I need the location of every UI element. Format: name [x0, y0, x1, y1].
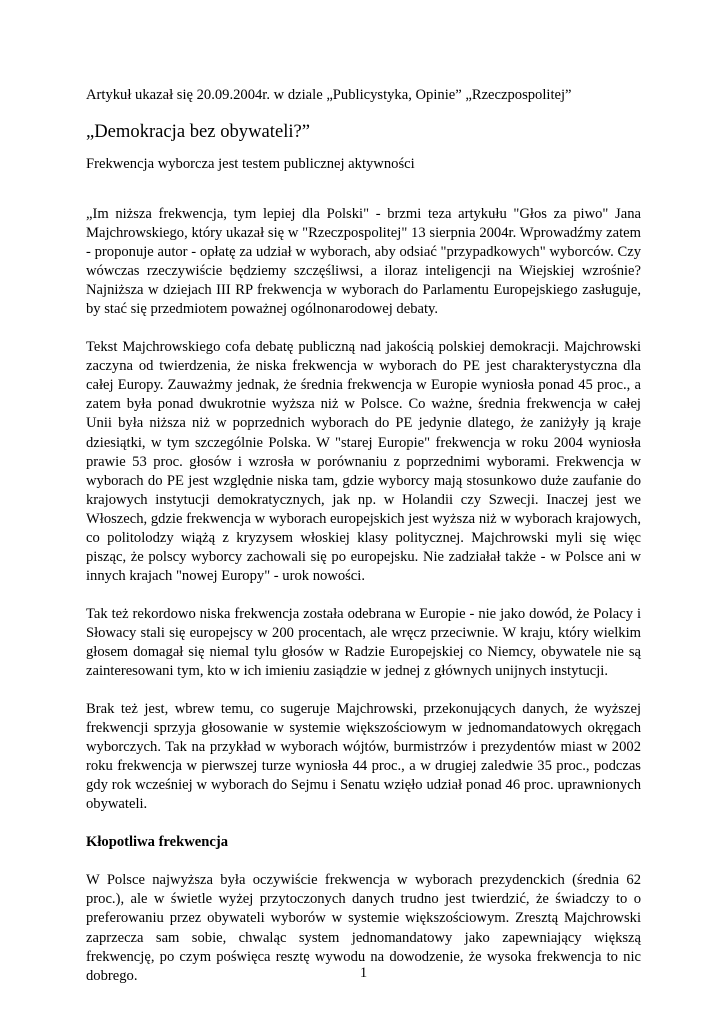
article-title: „Demokracja bez obywateli?” [86, 121, 311, 142]
article-body [86, 205, 641, 1005]
paragraph-2: Tekst Majchrowskiego cofa debatę publiczną nad jakością polskiej demokracji. Majchrowski zaczyna od twierdzenia, że niska frekwencja w wyborach do PE jest charakterystyczna dla całej Europy. Zauważmy jednak, że średnia frekwencja w Europie wyniosła ponad 45 proc., a zatem była ponad dwukrotnie wyższa niż w Polsce. Co ważne, średnia frekwencja w całej Unii była niższa niż w poprzednich wyborach do PE jedynie dlatego, że zaniżyły ją kraje dziesiątki, w tym szczególnie Polska. W "starej Europie" frekwencja w roku 2004 wyniosła prawie 53 proc. głosów i wzrosła w porównaniu z poprzednimi wyborami. Frekwencja w wyborach do PE jest względnie niska tam, gdzie wyborcy mają stosunkowo duże zaufanie do krajowych instytucji demokratycznych, jak np. w Holandii czy Szwecji. Inaczej jest we Włoszech, gdzie frekwencja w wyborach europejskich jest wyższa niż w wyborach krajowych, co politolodzy wiążą z kryzysem włoskiej klasy politycznej. Majchrowski myli się więc pisząc, że polscy wyborcy zachowali się po europejsku. Nie zadziałał także - w Polsce ani w innych krajach "nowej Europy" - urok nowości. [86, 339, 641, 584]
article-subtitle: Frekwencja wyborcza jest testem publicznej aktywności [86, 156, 415, 172]
paragraph-4: Brak też jest, wbrew temu, co sugeruje Majchrowski, przekonujących danych, że wyższej frekwencji sprzyja głosowanie w systemie większościowym w jednomandatowych okręgach wyborczych. Tak na przykład w wyborach wójtów, burmistrzów i prezydentów miast w 2002 roku frekwencja w pierwszej turze wyniosła 44 proc., a w drugiej zaledwie 35 proc., podczas gdy rok wcześniej w wyborach do Sejmu i Senatu wzięło udział ponad 46 proc. uprawnionych obywateli. [86, 701, 641, 813]
source-line: Artykuł ukazał się 20.09.2004r. w dziale „Publicystyka, Opinie” „Rzeczpospolitej” [86, 87, 572, 103]
section-paragraph-1: W Polsce najwyższa była oczywiście frekwencja w wyborach prezydenckich (średnia 62 proc.), ale w świetle wyżej przytoczonych danych trudno jest twierdzić, że świadczy to o preferowaniu przez obywateli wyborów w systemie większościowym. Zresztą Majchrowski zaprzecza sam sobie, chwaląc system jednomandatowy jako zapewniający większą frekwencję, po czym poświęca resztę wywodu na dowodzenie, że wysoka frekwencja to nic dobrego. [86, 872, 641, 984]
page-number: 1 [359, 965, 368, 981]
document-page [86, 0, 641, 1024]
paragraph-3: Tak też rekordowo niska frekwencja została odebrana w Europie - nie jako dowód, że Polacy i Słowacy stali się europejscy w 200 procentach, ale wręcz przeciwnie. W kraju, który wielkim głosem domagał się niemal tylu głosów w Radzie Europejskiej co Niemcy, obywatele nie są zainteresowani tym, kto w ich imieniu zasiądzie w jednej z głównych unijnych instytucji. [86, 605, 641, 680]
section-heading: Kłopotliwa frekwencja [86, 834, 229, 851]
paragraph-1: „Im niższa frekwencja, tym lepiej dla Polski" - brzmi teza artykułu "Głos za piwo" Jana Majchrowskiego, który ukazał się w "Rzeczpospolitej" 13 sierpnia 2004r. Wprowadźmy zatem - proponuje autor - opłatę za udział w wyborach, aby odsiać "przypadkowych" wyborców. Czy wówczas rzeczywiście będziemy szczęśliwsi, a iloraz inteligencji na Wiejskiej wzrośnie? Najniższa w dziejach III RP frekwencja w wyborach do Parlamentu Europejskiego zasługuje, by stać się przedmiotem poważnej ogólnonarodowej debaty. [86, 206, 641, 318]
